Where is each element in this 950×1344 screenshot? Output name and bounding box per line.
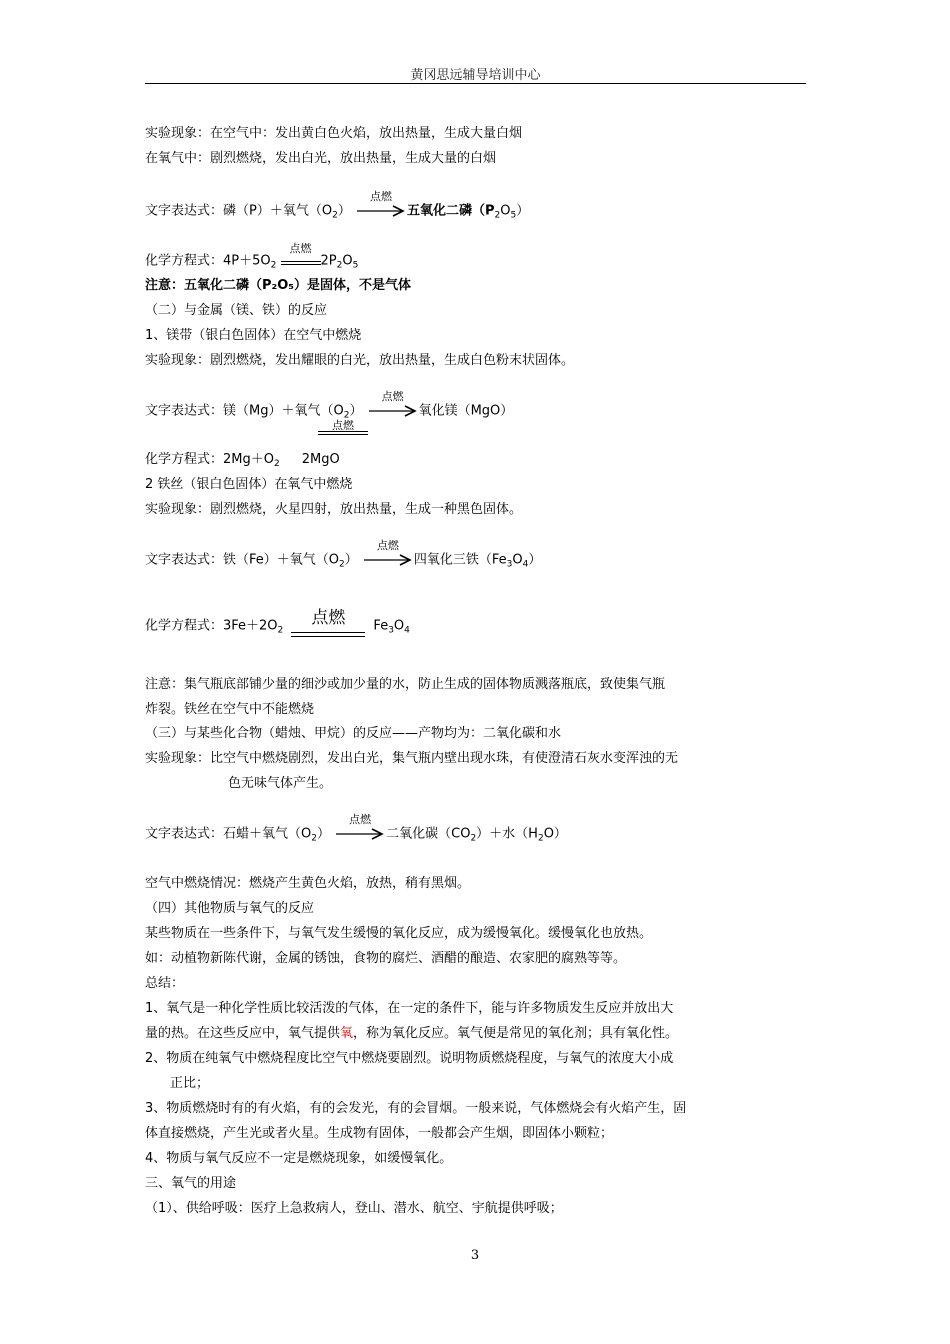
- p-word-eq-right-mid: O: [500, 203, 511, 219]
- wax-word-eq-right-end: O）: [543, 826, 567, 842]
- mg-chem-condition: 点燃: [332, 419, 354, 432]
- p-word-eq-right-sub2: 5: [510, 210, 517, 221]
- p-reaction-arrow: [357, 190, 405, 219]
- p-chem-eq-product-sub2: 5: [352, 260, 359, 271]
- mg-word-eq-left-sub: 2: [343, 410, 350, 421]
- fe-word-eq-right-sub2: 4: [522, 559, 529, 570]
- summary-p4: 4、物质与氧气反应不一定是燃烧现象，如缓慢氧化。: [145, 1151, 453, 1166]
- wax-word-eq-right: 二氧化碳（CO: [386, 826, 471, 842]
- others-line2: 如：动植物新陈代谢，金属的锈蚀，食物的腐烂、酒醋的酿造、农家肥的腐熟等等。: [145, 951, 627, 966]
- p-chem-eq-product-mid: O: [342, 253, 353, 269]
- wax-word-eq-left-sub: 2: [311, 833, 317, 844]
- mg-word-eq-left-end: ）: [349, 403, 363, 419]
- p-chem-eq-product-sub1: 2: [336, 260, 343, 271]
- wax-condition: 点燃: [349, 813, 372, 826]
- p-chem-eq-sub: 2: [270, 260, 277, 271]
- arrow-icon: [364, 554, 412, 566]
- mg-chem-equation: [145, 452, 340, 472]
- wax-reaction-arrow: [336, 813, 384, 842]
- arrow-icon: [357, 205, 405, 217]
- mg-chem-eq-prefix: 化学方程式：2Mg＋O: [145, 452, 274, 467]
- fe-chem-equation: [145, 608, 410, 639]
- wax-word-equation: [145, 813, 567, 847]
- fe-word-eq-left-sub: 2: [339, 559, 345, 570]
- fe-reaction-arrow: [364, 539, 412, 568]
- fe-chem-eq-sub: 2: [277, 625, 284, 636]
- p-word-equation: [145, 190, 530, 224]
- summary-p1-line2-b: ，称为氧化反应。氧气便是常见的氧化剂；具有氧化性。: [353, 1026, 679, 1041]
- page-number: 3: [470, 1248, 480, 1263]
- fe-chem-eq-product-sub1: 3: [388, 625, 394, 636]
- p-word-eq-left-end: ）: [337, 203, 351, 219]
- fe-chem-condition-bar: [291, 608, 365, 634]
- mg-reaction-arrow: [369, 390, 417, 419]
- fe-chem-eq-product-sub2: 4: [404, 625, 410, 636]
- others-line1: 某些物质在一些条件下，与氧气发生缓慢的氧化反应，成为缓慢氧化。缓慢氧化也放热。: [145, 926, 653, 941]
- wax-word-eq-left: 文字表达式：石蜡＋氧气（O: [145, 826, 312, 842]
- mg-chem-eq-product: 2MgO: [301, 452, 340, 467]
- fe-word-eq-left: 文字表达式：铁（Fe）＋氧气（O: [145, 552, 339, 568]
- fe-word-eq-right-mid: O: [512, 552, 523, 568]
- arrow-icon: [369, 405, 417, 417]
- fe-word-equation: [145, 539, 542, 573]
- fe-word-eq-right-sub1: 3: [506, 559, 513, 570]
- wax-word-eq-right-mid: ）＋水（H: [476, 826, 538, 842]
- p-phenomenon-air: 实验现象：在空气中：发出黄白色火焰，放出热量，生成大量白烟: [145, 126, 523, 141]
- compounds-phenomenon-line1: 实验现象：比空气中燃烧剧烈，发出白光，集气瓶内壁出现水珠，有使澄清石灰水变浑浊的无: [145, 751, 679, 766]
- fe-word-eq-right: 四氧化三铁（Fe: [413, 552, 507, 568]
- p-word-eq-right-sub1: 2: [494, 210, 501, 221]
- mg-condition: 点燃: [381, 390, 404, 403]
- fe-phenomenon: 实验现象：剧烈燃烧，火星四射，放出热量，生成一种黑色固体。: [145, 502, 523, 517]
- summary-p2-line2: 正比；: [170, 1076, 210, 1091]
- fe-word-eq-right-end: ）: [528, 552, 542, 568]
- fe-chem-eq-prefix: 化学方程式：3Fe＋2O: [145, 618, 278, 634]
- summary-p3-line2: 体直接燃烧，产生光或者火星。生成物有固体，一般都会产生烟，即固体小颗粒；: [145, 1126, 614, 1141]
- p-word-eq-right-end: ）: [516, 203, 530, 219]
- p-word-eq-left-sub: 2: [332, 210, 338, 221]
- fe-condition: 点燃: [376, 539, 399, 552]
- mg-word-eq-right: 氧化镁（MgO）: [418, 403, 514, 419]
- summary-p1-line2-a: 量的热。在这些反应中，氧气提供: [145, 1026, 341, 1041]
- p-chem-eq-prefix: 化学方程式：4P＋5O: [145, 253, 271, 269]
- p-word-eq-left: 文字表达式：磷（P）＋氧气（O: [145, 203, 333, 219]
- mg-chem-condition-marks: [318, 420, 368, 436]
- summary-p3-line1: 3、物质燃烧时有的有火焰，有的会发光，有的会冒烟。一般来说，气体燃烧会有火焰产生，固: [145, 1101, 687, 1116]
- p-chem-condition-bar: [281, 242, 321, 269]
- p-word-eq-right: 五氧化二磷（P: [406, 203, 495, 219]
- fe-title: 2 铁丝（银白色固体）在氧气中燃烧: [145, 477, 353, 492]
- arrow-icon: [336, 828, 384, 840]
- wax-word-eq-right-sub2: 2: [537, 833, 544, 844]
- p-chem-equation: [145, 242, 359, 274]
- fe-word-eq-left-end: ）: [344, 552, 358, 568]
- metals-section-title: （二）与金属（镁、铁）的反应: [145, 303, 328, 318]
- p-phenomenon-oxygen: 在氧气中：剧烈燃烧，发出白光，放出热量，生成大量的白烟: [145, 151, 497, 166]
- uses-item1: （1）、供给呼吸：医疗上急救病人，登山、潜水、航空、宇航提供呼吸；: [145, 1201, 563, 1216]
- uses-section-title: 三、氧气的用途: [145, 1176, 237, 1191]
- fe-chem-condition: 点燃: [311, 608, 346, 628]
- mg-title: 1、镁带（银白色固体）在空气中燃烧: [145, 328, 362, 343]
- compounds-section-title: （三）与某些化合物（蜡烛、甲烷）的反应——产物均为：二氧化碳和水: [145, 726, 562, 741]
- others-section-title: （四）其他物质与氧气的反应: [145, 901, 315, 916]
- summary-p1-line1: 1、氧气是一种化学性质比较活泼的气体，在一定的条件下，能与许多物质发生反应并放出大: [145, 1001, 674, 1016]
- compounds-phenomenon-line2: 色无味气体产生。: [228, 776, 333, 791]
- summary-p1-highlight: 氧: [340, 1026, 354, 1041]
- summary-title: 总结：: [145, 976, 185, 991]
- wax-word-eq-right-sub1: 2: [470, 833, 477, 844]
- mg-phenomenon: 实验现象：剧烈燃烧，发出耀眼的白光，放出热量，生成白色粉末状固体。: [145, 353, 575, 368]
- p-condition: 点燃: [369, 190, 392, 203]
- page-header: 黄冈思远辅导培训中心: [410, 68, 541, 83]
- wax-word-eq-left-end: ）: [316, 826, 330, 842]
- fe-chem-eq-product-mid: O: [393, 618, 405, 634]
- mg-word-eq-left: 文字表达式：镁（Mg）＋氧气（O: [145, 403, 344, 419]
- fe-chem-eq-product: Fe: [373, 618, 389, 634]
- fe-note-line1: 注意：集气瓶底部铺少量的细沙或加少量的水，防止生成的固体物质溅落瓶底，致使集气瓶: [145, 677, 666, 692]
- p-note: 注意：五氧化二磷（P₂O₅）是固体，不是气体: [145, 278, 411, 293]
- summary-p1-line2: [145, 1026, 678, 1042]
- mg-chem-condition-bar: [318, 420, 368, 437]
- mg-chem-eq-sub: 2: [273, 459, 280, 469]
- fe-note-line2: 炸裂。铁丝在空气中不能燃烧: [145, 702, 315, 717]
- header-rule: [145, 83, 806, 84]
- summary-p2-line1: 2、物质在纯氧气中燃烧程度比空气中燃烧要剧烈。说明物质燃烧程度，与氧气的浓度大小成: [145, 1051, 674, 1066]
- air-burning: 空气中燃烧情况：燃烧产生黄色火焰，放热，稍有黑烟。: [145, 876, 471, 891]
- p-chem-condition: 点燃: [289, 242, 312, 255]
- p-chem-eq-product: 2P: [320, 253, 337, 269]
